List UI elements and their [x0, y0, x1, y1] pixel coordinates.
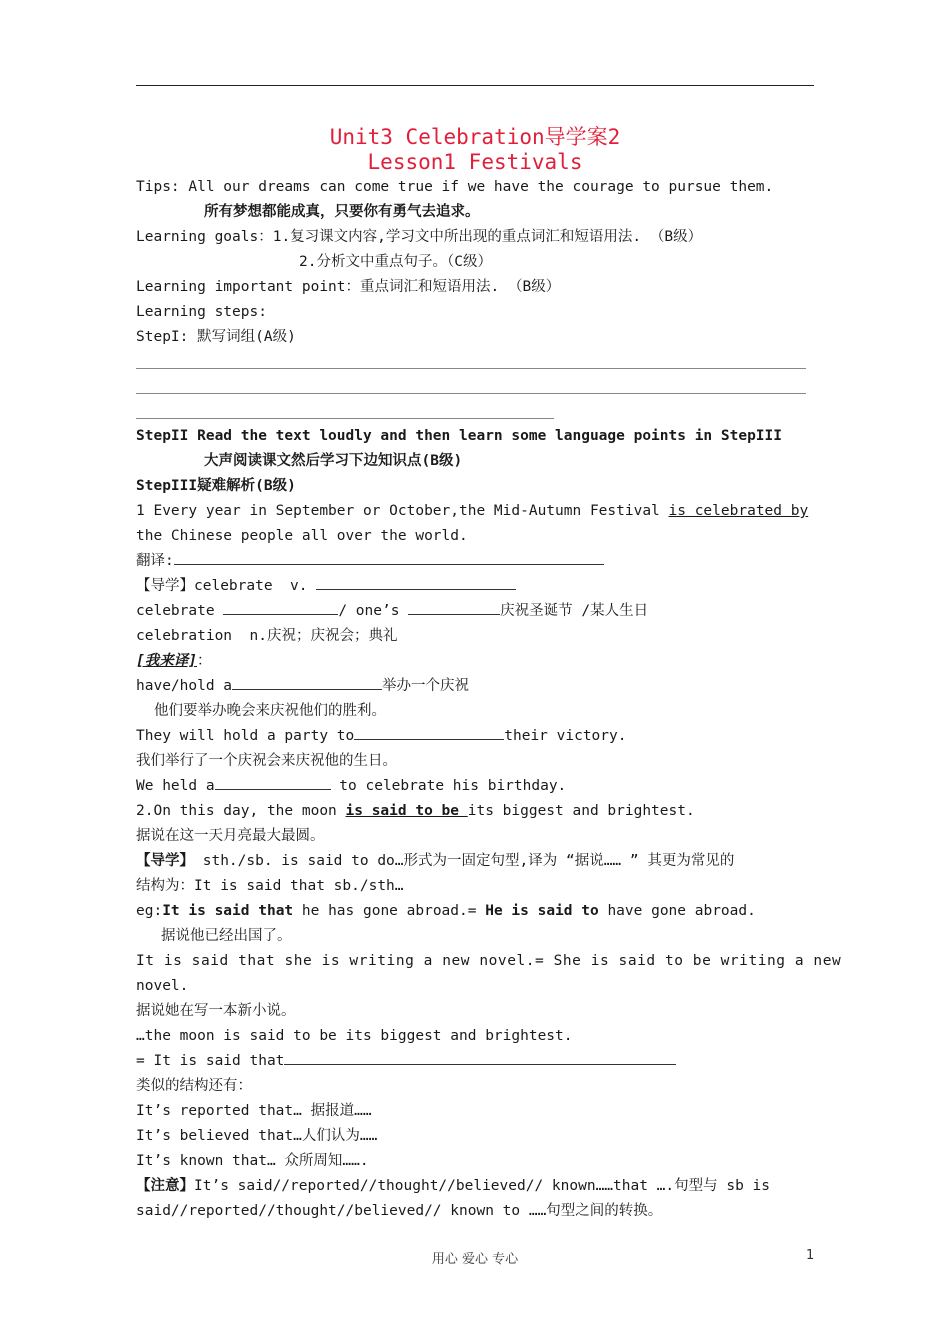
party-line: They will hold a party to their victory.	[136, 725, 626, 747]
moon-rewrite: = It is said that	[136, 1050, 676, 1072]
birthday-line: We held a to celebrate his birthday.	[136, 775, 566, 797]
step2-heading: StepII Read the text loudly and then learn some language points in StepIII	[136, 428, 783, 444]
doc-title: Unit3 Celebration导学案2	[329, 125, 621, 149]
novel-cn: 据说她在写一本新小说。	[136, 1003, 296, 1019]
believed-line: It’s believed that…人们认为……	[136, 1128, 378, 1144]
birthday-cn: 我们举行了一个庆祝会来庆祝他的生日。	[136, 753, 397, 769]
learning-goals: Learning goals：1.复习课文内容,学习文中所出现的重点词汇和短语用法. （B级）	[136, 229, 703, 245]
novel-line: It is said that she is writing a new novel.= She is said to be writing a new	[136, 953, 842, 969]
header-rule	[136, 85, 814, 86]
moon-line: …the moon is said to be its biggest and brightest.	[136, 1028, 573, 1044]
translate-line: 翻译:	[136, 550, 604, 572]
dictation-line-1	[136, 368, 806, 369]
guide-celebrate: 【导学】celebrate v.	[136, 575, 516, 597]
page-number: 1	[806, 1248, 815, 1263]
example-cn: 据说他已经出国了。	[161, 928, 292, 944]
dictation-line-3	[136, 418, 554, 419]
tips-line: Tips: All our dreams can come true if we have the courage to pursue them.	[136, 179, 774, 195]
similar-label: 类似的结构还有：	[136, 1078, 252, 1094]
learning-steps: Learning steps:	[136, 304, 267, 320]
example-line: eg:It is said that he has gone abroad.= He is said to have gone abroad.	[136, 903, 756, 919]
note-line: 【注意】It’s said//reported//thought//believed// known……that ….句型与 sb is	[136, 1178, 771, 1194]
wolaiyi-label: [我来译]：	[136, 653, 212, 669]
guide-said-2: 结构为：It is said that sb./sth…	[136, 878, 404, 894]
novel-line-2: novel.	[136, 978, 189, 994]
have-hold-line: have/hold a 举办一个庆祝	[136, 675, 469, 697]
note-line-2: said//reported//thought//believed// known to ……句型之间的转换。	[136, 1203, 663, 1219]
important-point: Learning important point：重点词汇和短语用法. （B级）	[136, 279, 561, 295]
sentence-1: 1 Every year in September or October,the Mid-Autumn Festival is celebrated by	[136, 503, 809, 519]
sentence-2: 2.On this day, the moon is said to be its biggest and brightest.	[136, 803, 695, 819]
celebration-line: celebration n.庆祝；庆祝会；典礼	[136, 628, 398, 644]
guide-said: 【导学】 sth./sb. is said to do…形式为一固定句型,译为 “据说…… ” 其更为常见的	[136, 853, 735, 869]
sentence-1-cont: the Chinese people all over the world.	[136, 528, 468, 544]
tips-cn: 所有梦想都能成真，只要你有勇气去追求。	[204, 204, 480, 220]
celebrate-line: celebrate / one’s 庆祝圣诞节 /某人生日	[136, 600, 648, 622]
step3-heading: StepIII疑难解析(B级)	[136, 478, 296, 494]
dictation-line-2	[136, 393, 806, 394]
step2-cn: 大声阅读课文然后学习下边知识点(B级)	[204, 453, 463, 469]
sentence-2-cn: 据说在这一天月亮最大最圆。	[136, 828, 325, 844]
party-cn: 他们要举办晚会来庆祝他们的胜利。	[154, 703, 386, 719]
footer-text: 用心 爱心 专心	[431, 1252, 519, 1267]
reported-line: It’s reported that… 据报道……	[136, 1103, 372, 1119]
learning-goals-2: 2.分析文中重点句子。（C级）	[299, 254, 492, 270]
known-line: It’s known that… 众所周知…….	[136, 1153, 369, 1169]
lesson-title: Lesson1 Festivals	[367, 150, 583, 174]
step1-heading: StepI: 默写词组(A级)	[136, 329, 296, 345]
